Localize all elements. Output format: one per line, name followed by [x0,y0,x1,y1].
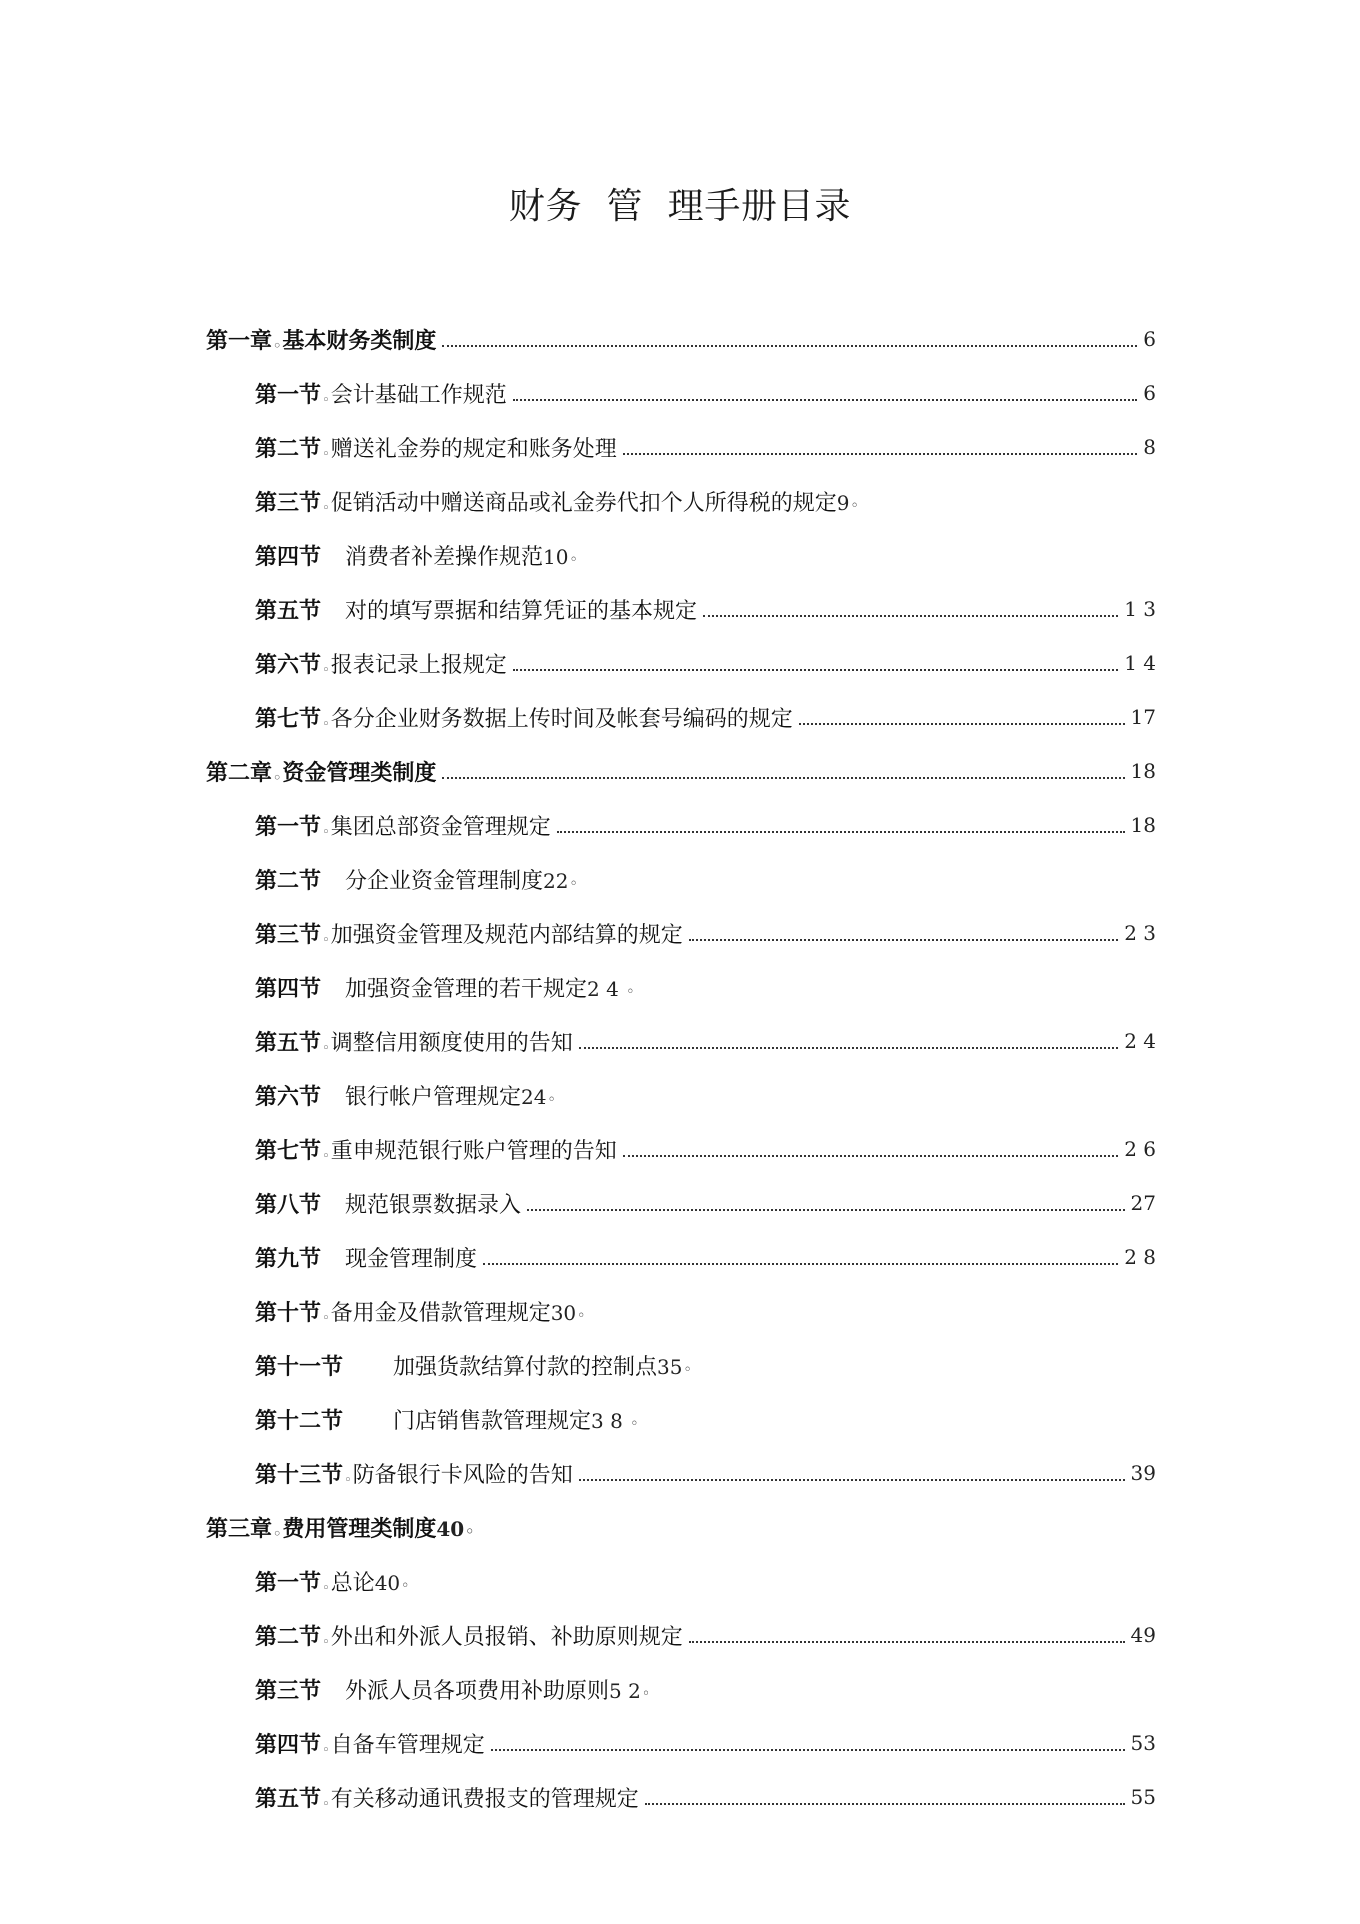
toc-separator-mark: ◦ [322,1040,330,1056]
toc-entry-number: 第十三节 [255,1462,344,1488]
toc-section-row[interactable] [0,1716,1156,1770]
toc-section-row[interactable] [0,1446,1156,1500]
table-of-contents [0,312,1360,1824]
toc-entry-label [255,1080,556,1111]
toc-page-number: 2 6 [1124,1137,1156,1161]
toc-section-row[interactable] [0,1068,1156,1122]
toc-page-number: 2 4 [1124,1029,1156,1053]
toc-separator-mark: ◦ [273,1526,282,1542]
toc-page-number: 40 [436,1516,465,1541]
toc-chapter-row[interactable] [0,312,1156,366]
toc-section-row[interactable] [0,1554,1156,1608]
toc-section-row[interactable] [0,1176,1156,1230]
toc-entry-number: 第十节 [255,1300,322,1326]
toc-section-row[interactable] [0,582,1156,636]
toc-page-number: 9 [836,490,850,515]
toc-page-number: 6 [1143,381,1156,405]
toc-separator-mark: ◦ [322,932,330,948]
toc-entry-number: 第二节 [255,868,322,894]
toc-entry-title: 规范银票数据录入 [345,1192,522,1218]
toc-page-number: 2 3 [1124,921,1156,945]
toc-dot-leader [579,1047,1118,1049]
toc-entry-label [255,648,507,679]
toc-section-row[interactable] [0,1662,1156,1716]
toc-end-mark: ◦ [569,551,578,568]
toc-section-row[interactable] [0,1122,1156,1176]
toc-entry-label [255,1620,683,1651]
toc-end-mark: ◦ [630,1415,639,1432]
toc-page-number: 35 [657,1354,683,1379]
toc-end-mark: ◦ [401,1577,410,1594]
toc-entry-number: 第四节 [255,544,322,570]
toc-entry-label [206,324,436,355]
toc-entry-title: 重申规范银行账户管理的告知 [330,1138,617,1164]
toc-entry-title: 有关移动通讯费报支的管理规定 [330,1786,639,1812]
toc-section-row[interactable] [0,1770,1156,1824]
toc-entry-number: 第一章 [206,328,273,354]
toc-entry-number: 第七节 [255,706,322,732]
toc-entry-label [255,1350,692,1381]
toc-entry-number: 第二章 [206,760,273,786]
toc-dot-leader [442,777,1124,779]
toc-separator-mark: ◦ [322,1148,330,1164]
toc-section-row[interactable] [0,1014,1156,1068]
toc-entry-label [255,810,551,841]
toc-entry-number: 第四节 [255,1732,322,1758]
toc-entry-label [255,918,683,949]
toc-entry-title: 基本财务类制度 [282,328,437,354]
toc-section-row[interactable] [0,960,1156,1014]
toc-section-row[interactable] [0,690,1156,744]
toc-entry-number: 第十二节 [255,1408,344,1434]
toc-page-number: 1 3 [1124,597,1156,621]
toc-entry-number: 第八节 [255,1192,322,1218]
toc-dot-leader [689,939,1118,941]
toc-section-row[interactable] [0,1284,1156,1338]
toc-separator-mark: ◦ [322,500,330,516]
toc-entry-label [255,378,507,409]
toc-entry-number: 第五节 [255,598,322,624]
toc-page-number: 49 [1130,1623,1156,1647]
toc-entry-title: 赠送礼金券的规定和账务处理 [330,436,617,462]
toc-entry-number: 第五节 [255,1030,322,1056]
toc-dot-leader [623,1155,1118,1157]
toc-separator-mark: ◦ [322,1634,330,1650]
toc-entry-title: 分企业资金管理制度 [345,868,544,894]
toc-separator-mark: ◦ [273,338,282,354]
toc-page-number: 8 [1143,435,1156,459]
toc-page-number: 30 [550,1300,577,1325]
toc-entry-number: 第五节 [255,1786,322,1812]
toc-entry-title: 现金管理制度 [345,1246,478,1272]
toc-entry-label [255,594,697,625]
toc-chapter-row[interactable] [0,1500,1156,1554]
toc-entry-title: 促销活动中赠送商品或礼金券代扣个人所得税的规定 [330,490,837,516]
toc-end-mark: ◦ [641,1685,651,1702]
toc-entry-label [255,972,634,1003]
toc-section-row[interactable] [0,636,1156,690]
toc-separator-mark: ◦ [322,662,330,678]
toc-entry-label [255,1404,638,1435]
toc-entry-number: 第三章 [206,1516,273,1542]
toc-entry-title: 外出和外派人员报销、补助原则规定 [330,1624,683,1650]
toc-entry-title: 外派人员各项费用补助原则 [345,1678,610,1704]
toc-entry-number: 第六节 [255,652,322,678]
toc-page-number: 2 4 [587,976,626,1001]
toc-entry-label [206,756,436,787]
toc-entry-title: 报表记录上报规定 [330,652,507,678]
toc-page-number: 55 [1130,1785,1156,1809]
toc-dot-leader [557,831,1125,833]
toc-entry-number: 第六节 [255,1084,322,1110]
toc-entry-number: 第二节 [255,436,322,462]
toc-section-row[interactable] [0,366,1156,420]
toc-separator-mark: ◦ [322,1796,330,1812]
toc-separator-mark: ◦ [322,824,330,840]
toc-entry-title: 集团总部资金管理规定 [330,814,551,840]
toc-entry-label [206,1512,474,1543]
toc-entry-title: 自备车管理规定 [330,1732,485,1758]
toc-page-number: 2 8 [1124,1245,1156,1269]
toc-page-number: 3 8 [591,1408,630,1433]
toc-page-number: 5 2 [609,1678,641,1703]
toc-entry-label [255,1188,521,1219]
toc-section-row[interactable] [0,474,1156,528]
toc-entry-label [255,1782,639,1813]
toc-entry-title: 调整信用额度使用的告知 [330,1030,573,1056]
toc-end-mark: ◦ [850,497,859,514]
toc-entry-number: 第四节 [255,976,322,1002]
toc-section-row[interactable] [0,1338,1156,1392]
toc-entry-label [255,432,617,463]
toc-dot-leader [645,1803,1125,1805]
toc-entry-title: 加强资金管理的若干规定 [345,976,588,1002]
toc-entry-title: 加强资金管理及规范内部结算的规定 [330,922,683,948]
toc-entry-label [255,1458,573,1489]
toc-entry-title: 对的填写票据和结算凭证的基本规定 [345,598,698,624]
toc-separator-mark: ◦ [322,446,330,462]
page-title: 财务 管 理手册目录 [508,186,852,227]
toc-entry-label [255,1296,585,1327]
toc-section-row[interactable] [0,798,1156,852]
toc-dot-leader [689,1641,1125,1643]
toc-page-number: 22 [543,868,569,893]
toc-dot-leader [799,723,1125,725]
toc-entry-title: 费用管理类制度 [282,1516,437,1542]
toc-dot-leader [491,1749,1125,1751]
toc-page-number: 27 [1130,1191,1156,1215]
toc-page-number: 18 [1130,813,1156,837]
toc-entry-number: 第十一节 [255,1354,344,1380]
toc-entry-label [255,1242,477,1273]
toc-page-number: 10 [543,544,569,569]
toc-entry-title: 银行帐户管理规定 [345,1084,522,1110]
toc-entry-label [255,864,578,895]
toc-section-row[interactable] [0,1230,1156,1284]
toc-dot-leader [703,615,1118,617]
toc-entry-label [255,1566,409,1597]
toc-separator-mark: ◦ [273,770,282,786]
toc-dot-leader [483,1263,1118,1265]
toc-entry-number: 第七节 [255,1138,322,1164]
toc-dot-leader [623,453,1138,455]
toc-entry-title: 各分企业财务数据上传时间及帐套号编码的规定 [330,706,793,732]
toc-separator-mark: ◦ [322,1310,330,1326]
toc-page-number: 39 [1130,1461,1156,1485]
toc-entry-label [255,1728,485,1759]
toc-entry-label [255,486,859,517]
toc-dot-leader [527,1209,1125,1211]
toc-entry-title: 消费者补差操作规范 [345,544,544,570]
toc-section-row[interactable] [0,420,1156,474]
toc-dot-leader [513,399,1138,401]
toc-end-mark: ◦ [569,875,578,892]
toc-separator-mark: ◦ [322,716,330,732]
toc-entry-number: 第一节 [255,1570,322,1596]
toc-page-number: 24 [521,1084,547,1109]
toc-page-number: 40 [374,1570,401,1595]
toc-entry-number: 第二节 [255,1624,322,1650]
toc-entry-title: 总论 [330,1570,375,1596]
toc-section-row[interactable] [0,852,1156,906]
toc-section-row[interactable] [0,906,1156,960]
toc-entry-number: 第三节 [255,922,322,948]
toc-separator-mark: ◦ [344,1472,352,1488]
toc-page-number: 6 [1143,327,1156,351]
toc-entry-title: 会计基础工作规范 [330,382,507,408]
toc-entry-label [255,1026,573,1057]
toc-page-number: 18 [1130,759,1156,783]
toc-end-mark: ◦ [577,1307,586,1324]
toc-dot-leader [442,345,1137,347]
toc-entry-label [255,540,578,571]
toc-entry-label [255,702,793,733]
toc-entry-label [255,1674,650,1705]
toc-end-mark: ◦ [547,1091,556,1108]
toc-entry-title: 加强货款结算付款的控制点 [393,1354,658,1380]
toc-separator-mark: ◦ [322,1742,330,1758]
toc-entry-title: 防备银行卡风险的告知 [352,1462,573,1488]
toc-section-row[interactable] [0,1608,1156,1662]
toc-end-mark: ◦ [626,983,635,1000]
toc-end-mark: ◦ [683,1361,692,1378]
toc-separator-mark: ◦ [322,392,330,408]
toc-separator-mark: ◦ [322,1580,330,1596]
toc-end-mark: ◦ [465,1523,475,1540]
toc-entry-number: 第九节 [255,1246,322,1272]
toc-entry-number: 第一节 [255,814,322,840]
toc-chapter-row[interactable] [0,744,1156,798]
toc-entry-label [255,1134,617,1165]
toc-entry-title: 备用金及借款管理规定 [330,1300,551,1326]
toc-page-number: 53 [1130,1731,1156,1755]
toc-entry-title: 资金管理类制度 [282,760,437,786]
toc-entry-number: 第三节 [255,1678,322,1704]
toc-entry-title: 门店销售款管理规定 [393,1408,592,1434]
toc-section-row[interactable] [0,1392,1156,1446]
toc-dot-leader [513,669,1118,671]
toc-entry-number: 第三节 [255,490,322,516]
toc-page-number: 1 4 [1124,651,1156,675]
toc-page-number: 17 [1130,705,1156,729]
toc-entry-number: 第一节 [255,382,322,408]
toc-section-row[interactable] [0,528,1156,582]
toc-dot-leader [579,1479,1125,1481]
